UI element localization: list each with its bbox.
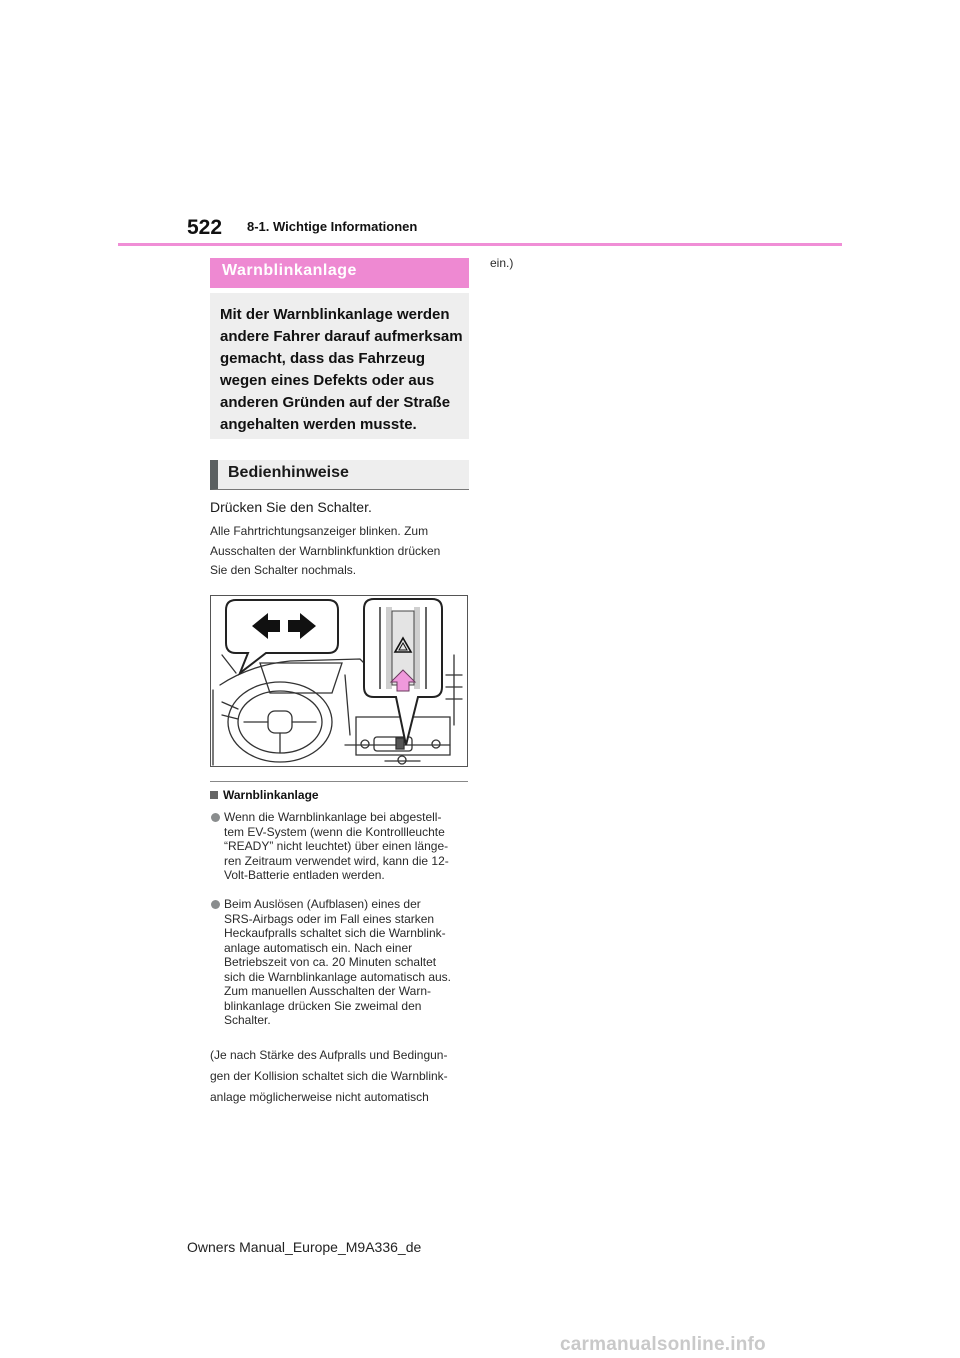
intro-line: wegen eines Defekts oder aus (220, 372, 435, 389)
note-title-text: Warnblinkanlage (223, 788, 319, 802)
intro-line: andere Fahrer darauf aufmerksam (220, 328, 463, 345)
step-text: Drücken Sie den Schalter. (210, 499, 372, 515)
chapter-title: 8-1. Wichtige Informationen (247, 219, 418, 234)
intro-box (210, 293, 469, 439)
closing-line: gen der Kollision schaltet sich die Warnblink- (210, 1069, 448, 1083)
bullet-line: Zum manuellen Ausschalten der Warn- (224, 984, 431, 998)
intro-line: angehalten werden musste. (220, 416, 417, 433)
instructions-heading: Bedienhinweise (210, 460, 469, 490)
page-number: 522 (187, 216, 223, 239)
closing-note (210, 1045, 448, 1108)
continued-text: ein.) (490, 256, 514, 270)
bullet-line: Volt-Batterie entladen werden. (224, 868, 385, 882)
intro-line: gemacht, dass das Fahrzeug (220, 350, 426, 367)
closing-line: (Je nach Stärke des Aufpralls und Bedingun- (210, 1048, 448, 1062)
section-heading: Warnblinkanlage (210, 258, 469, 288)
figure-divider (210, 781, 468, 782)
intro-line: Mit der Warnblinkanlage werden (220, 306, 450, 323)
bullet-line: tem EV-System (wenn die Kontrollleuchte (224, 824, 445, 839)
bullet-dot-icon (211, 900, 220, 909)
watermark: carmanualsonline.info (560, 1334, 766, 1355)
closing-line: anlage möglicherweise nicht automatisch (210, 1090, 429, 1104)
hazard-switch-illustration (210, 595, 468, 767)
bullet-line: sich die Warnblinkanlage automatisch aus. (224, 969, 452, 984)
bullet-line: “READY” nicht leuchtet) über einen länge- (224, 839, 449, 853)
description-line: Sie den Schalter nochmals. (210, 563, 357, 577)
bullet-line: Heckaufpralls schaltet sich die Warnblink- (224, 926, 446, 940)
header-divider (118, 243, 842, 246)
bullet-dot-icon (211, 813, 220, 822)
bullet-line: Betriebszeit von ca. 20 Minuten schaltet (224, 955, 437, 969)
square-bullet-icon (210, 791, 218, 799)
bullet-line: SRS-Airbags oder im Fall eines starken (224, 911, 435, 926)
note-title (210, 788, 319, 802)
bullet-line: Beim Auslösen (Aufblasen) eines der (224, 897, 421, 911)
bullet-line: Wenn die Warnblinkanlage bei abgestell- (224, 810, 442, 824)
bullet-line: blinkanlage drücken Sie zweimal den (224, 998, 422, 1013)
step-description (210, 522, 440, 581)
description-line: Ausschalten der Warnblinkfunktion drücken (210, 543, 441, 558)
bullet-line: anlage automatisch ein. Nach einer (224, 940, 413, 955)
footer-text: Owners Manual_Europe_M9A336_de (187, 1239, 422, 1255)
intro-line: anderen Gründen auf der Straße (220, 394, 451, 411)
bullet-line: ren Zeitraum verwendet wird, kann die 12- (224, 853, 449, 868)
bullet-line: Schalter. (224, 1013, 271, 1027)
description-line: Alle Fahrtrichtungsanzeiger blinken. Zum (210, 524, 429, 538)
